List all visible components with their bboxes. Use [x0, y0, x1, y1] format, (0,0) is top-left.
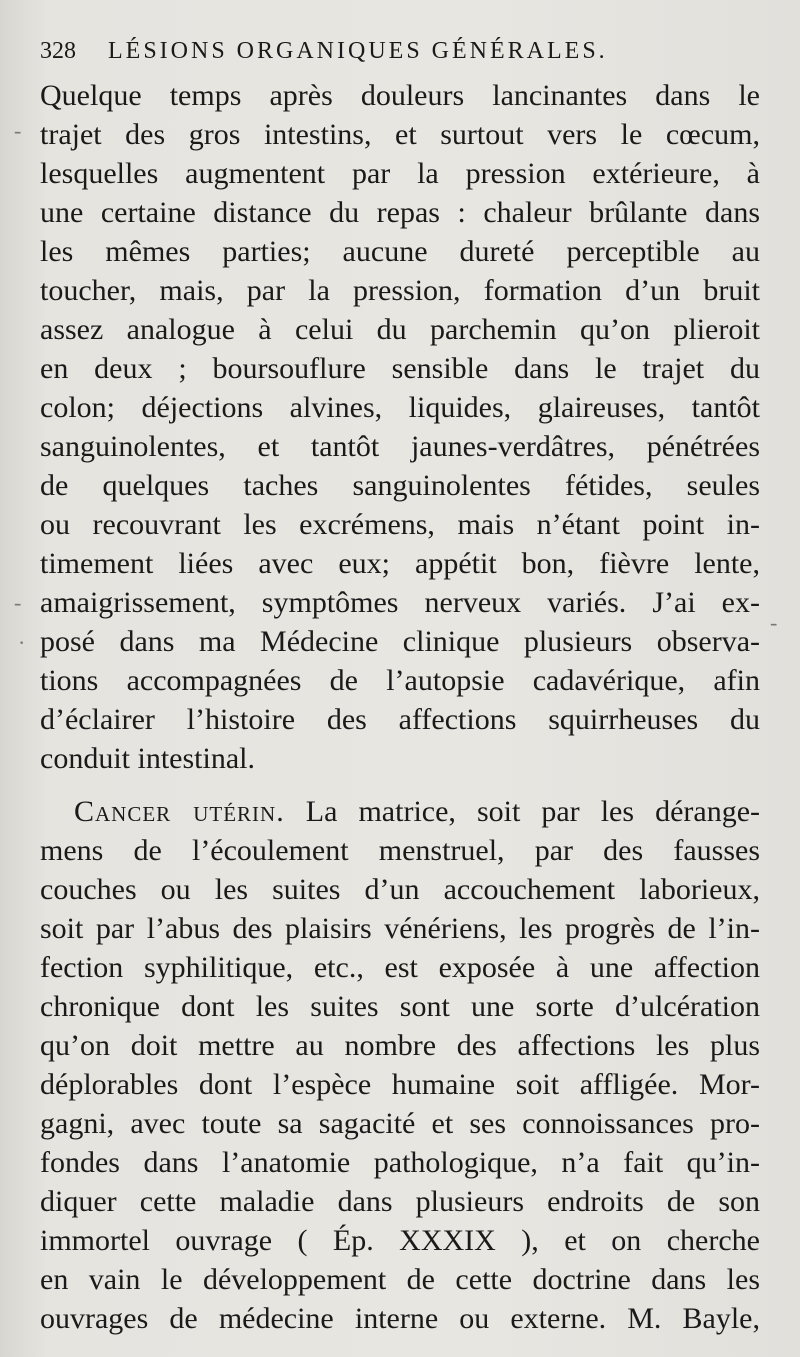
text-line: mens de l’écoulement menstruel, par des fausses [40, 834, 760, 867]
section-first-line [40, 792, 760, 831]
text-line: gagni, avec toute sa sagacité et ses connoissances pro- [40, 1107, 760, 1140]
page-number: 328 [40, 38, 76, 64]
text-line: une certaine distance du repas : chaleur brûlante dans [40, 196, 760, 229]
text-line: en vain le développement de cette doctrine dans les [40, 1263, 760, 1296]
text-line: amaigrissement, symptômes nerveux variés. J’ai ex- [40, 586, 760, 619]
body-text [40, 76, 760, 1338]
running-title: LÉSIONS ORGANIQUES GÉNÉRALES. [108, 38, 608, 64]
text-line: d’éclairer l’histoire des affections squirrheuses du [40, 703, 760, 736]
text-line: conduit intestinal. [40, 742, 255, 775]
text-line: lesquelles augmentent par la pression extérieure, à [40, 157, 760, 190]
text-line: qu’on doit mettre au nombre des affections les plus [40, 1029, 760, 1062]
margin-mark: - [14, 118, 22, 143]
text-line: en deux ; boursouflure sensible dans le trajet du [40, 352, 760, 385]
section-heading: Cancer utérin. [74, 795, 285, 828]
text-line: fondes dans l’anatomie pathologique, n’a fait qu’in- [40, 1146, 760, 1179]
text-line: trajet des gros intestins, et surtout vers le cœcum, [40, 118, 760, 151]
text-line: tions accompagnées de l’autopsie cadavérique, afin [40, 664, 760, 697]
text-line: timement liées avec eux; appétit bon, fièvre lente, [40, 547, 760, 580]
text-line: sanguinolentes, et tantôt jaunes-verdâtres, pénétrées [40, 430, 760, 463]
text-line: de quelques taches sanguinolentes fétides, seules [40, 469, 760, 502]
text-line: soit par l’abus des plaisirs vénériens, les progrès de l’in- [40, 912, 760, 945]
text-line: ouvrages de médecine interne ou externe. M. Bayle, [40, 1302, 760, 1335]
text-line: colon; déjections alvines, liquides, glaireuses, tantôt [40, 391, 760, 424]
text-line: déplorables dont l’espèce humaine soit affligée. Mor- [40, 1068, 760, 1101]
section-first-line-text: La matrice, soit par les dérange- [305, 795, 761, 828]
text-line: immortel ouvrage ( Ép. XXXIX ), et on cherche [40, 1224, 760, 1257]
text-line: Quelque temps après douleurs lancinantes dans le [40, 79, 760, 112]
text-line: diquer cette maladie dans plusieurs endroits de son [40, 1185, 760, 1218]
margin-mark: - [14, 590, 22, 615]
page-header [40, 38, 760, 78]
text-line: posé dans ma Médecine clinique plusieurs observa- [40, 625, 760, 658]
text-line: fection syphilitique, etc., est exposée à une affection [40, 951, 760, 984]
text-line: ou recouvrant les excrémens, mais n’étant point in- [40, 508, 760, 541]
margin-mark: - [770, 610, 778, 635]
paragraph-gap [40, 778, 760, 792]
text-line: chronique dont les suites sont une sorte d’ulcération [40, 990, 760, 1023]
text-line: toucher, mais, par la pression, formation d’un bruit [40, 274, 760, 307]
margin-mark: · [18, 630, 26, 655]
text-line: assez analogue à celui du parchemin qu’on plieroit [40, 313, 760, 346]
text-line: couches ou les suites d’un accouchement laborieux, [40, 873, 760, 906]
text-line: les mêmes parties; aucune dureté perceptible au [40, 235, 760, 268]
